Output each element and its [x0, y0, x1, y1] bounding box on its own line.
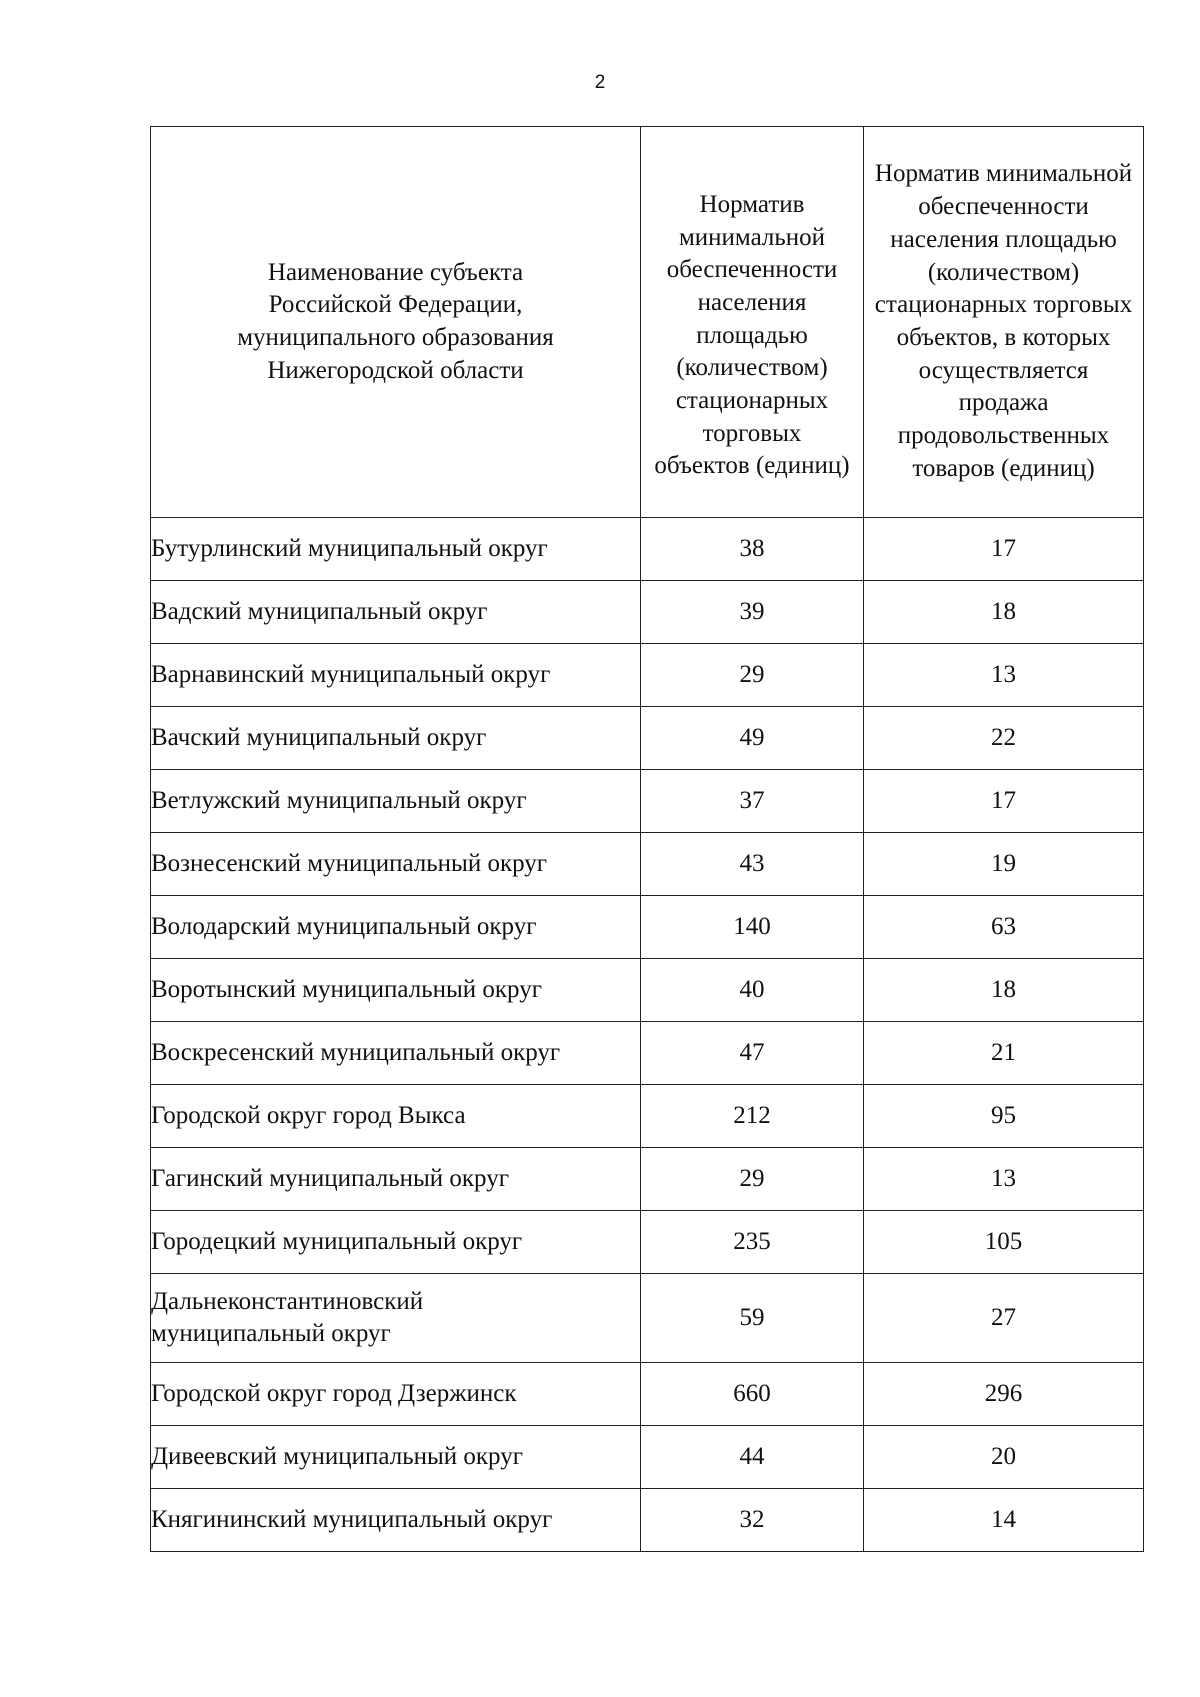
table-row	[151, 1022, 1144, 1085]
row-food: 13	[864, 644, 1144, 707]
row-food: 95	[864, 1085, 1144, 1148]
table-row	[151, 581, 1144, 644]
row-name: Володарский муниципальный округ	[151, 896, 641, 959]
row-total: 47	[641, 1022, 864, 1085]
row-total: 29	[641, 1148, 864, 1211]
row-total: 44	[641, 1426, 864, 1489]
table-row	[151, 1363, 1144, 1426]
table-row	[151, 959, 1144, 1022]
table-row	[151, 1426, 1144, 1489]
table-header-row	[151, 127, 1144, 518]
row-total: 32	[641, 1489, 864, 1552]
row-total: 37	[641, 770, 864, 833]
row-food: 17	[864, 518, 1144, 581]
table-row	[151, 707, 1144, 770]
row-name: Дивеевский муниципальный округ	[151, 1426, 641, 1489]
row-food: 22	[864, 707, 1144, 770]
header-name: Наименование субъекта Российской Федерации, муниципального образования Нижегородской области	[151, 127, 641, 518]
table-row	[151, 896, 1144, 959]
row-name: Ветлужский муниципальный округ	[151, 770, 641, 833]
table-row	[151, 1489, 1144, 1552]
row-name: Воротынский муниципальный округ	[151, 959, 641, 1022]
row-food: 18	[864, 581, 1144, 644]
row-total: 43	[641, 833, 864, 896]
row-name: Вознесенский муниципальный округ	[151, 833, 641, 896]
row-total: 38	[641, 518, 864, 581]
row-name: Княгининский муниципальный округ	[151, 1489, 641, 1552]
row-name: Варнавинский муниципальный округ	[151, 644, 641, 707]
table-row	[151, 770, 1144, 833]
row-food: 14	[864, 1489, 1144, 1552]
row-food: 296	[864, 1363, 1144, 1426]
table-row	[151, 1274, 1144, 1363]
row-name: Городецкий муниципальный округ	[151, 1211, 641, 1274]
header-food: Норматив минимальной обеспеченности населения площадью (количеством) стационарных торговых объектов, в которых осуществляется продажа продовольственных товаров (единиц)	[864, 127, 1144, 518]
row-name: Городской округ город Выкса	[151, 1085, 641, 1148]
row-name: Городской округ город Дзержинск	[151, 1363, 641, 1426]
row-total: 660	[641, 1363, 864, 1426]
row-total: 49	[641, 707, 864, 770]
table-row	[151, 833, 1144, 896]
row-total: 29	[641, 644, 864, 707]
table-row	[151, 644, 1144, 707]
row-food: 63	[864, 896, 1144, 959]
row-food: 13	[864, 1148, 1144, 1211]
row-food: 20	[864, 1426, 1144, 1489]
header-total: Норматив минимальной обеспеченности населения площадью (количеством) стационарных торговых объектов (единиц)	[641, 127, 864, 518]
row-food: 105	[864, 1211, 1144, 1274]
table-row	[151, 1211, 1144, 1274]
row-total: 235	[641, 1211, 864, 1274]
row-food: 17	[864, 770, 1144, 833]
row-total: 40	[641, 959, 864, 1022]
row-food: 19	[864, 833, 1144, 896]
norm-table	[150, 126, 1144, 1552]
row-total: 39	[641, 581, 864, 644]
page-number: 2	[594, 72, 606, 93]
row-total: 140	[641, 896, 864, 959]
row-name: Бутурлинский муниципальный округ	[151, 518, 641, 581]
table-row	[151, 1148, 1144, 1211]
table-row	[151, 1085, 1144, 1148]
row-food: 27	[864, 1274, 1144, 1363]
row-total: 212	[641, 1085, 864, 1148]
row-food: 18	[864, 959, 1144, 1022]
row-name: Гагинский муниципальный округ	[151, 1148, 641, 1211]
row-name: Дальнеконстантиновский муниципальный округ	[151, 1274, 641, 1363]
row-name: Вачский муниципальный округ	[151, 707, 641, 770]
row-name: Воскресенский муниципальный округ	[151, 1022, 641, 1085]
row-name: Вадский муниципальный округ	[151, 581, 641, 644]
row-food: 21	[864, 1022, 1144, 1085]
table-row	[151, 518, 1144, 581]
row-total: 59	[641, 1274, 864, 1363]
